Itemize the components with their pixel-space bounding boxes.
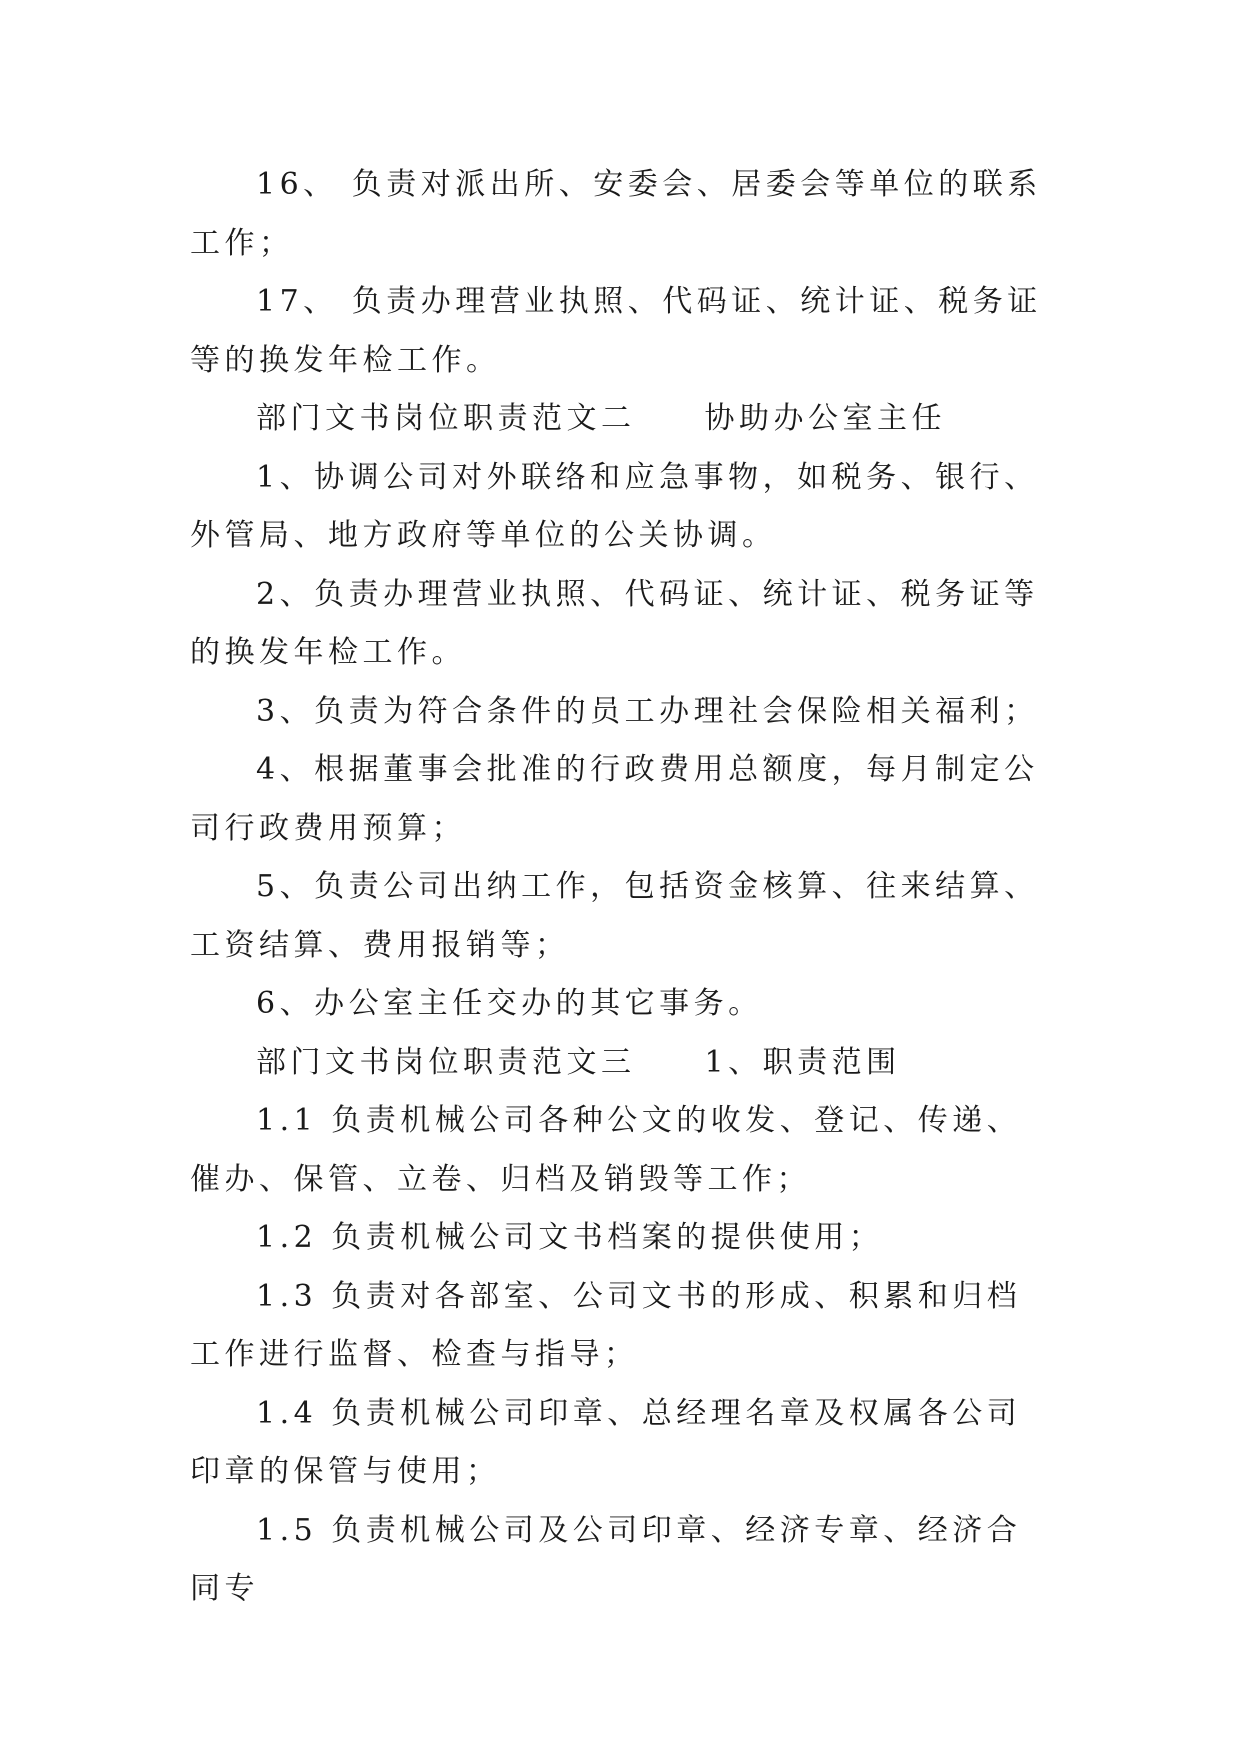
paragraph-item-3: 3、负责为符合条件的员工办理社会保险相关福利；	[256, 693, 1039, 729]
paragraph-item-5: 5、负责公司出纳工作，包括资金核算、往来结算、工资结算、费用报销等；	[190, 869, 1039, 963]
paragraph-item-1-4: 1.4 负责机械公司印章、总经理名章及权属各公司印章的保管与使用；	[190, 1395, 1022, 1489]
document-body	[190, 156, 1050, 1619]
paragraph-item-1-1: 1.1 负责机械公司各种公文的收发、登记、传递、催办、保管、立卷、归档及销毁等工作；	[190, 1103, 1022, 1197]
paragraph-item-2: 2、负责办理营业执照、代码证、统计证、税务证等的换发年检工作。	[190, 576, 1039, 670]
paragraph-17-license-renewal: 17、 负责办理营业执照、代码证、统计证、税务证等的换发年检工作。	[190, 284, 1042, 378]
section-heading-sample-two: 部门文书岗位职责范文二 协助办公室主任	[256, 401, 946, 436]
paragraph-16-liaison: 16、 负责对派出所、安委会、居委会等单位的联系工作；	[190, 167, 1042, 261]
paragraph-item-1-2: 1.2 负责机械公司文书档案的提供使用；	[256, 1220, 884, 1255]
section-heading-sample-three: 部门文书岗位职责范文三 1、职责范围	[256, 1044, 901, 1080]
paragraph-item-1: 1、协调公司对外联络和应急事物，如税务、银行、外管局、地方政府等单位的公关协调。	[190, 459, 1039, 553]
paragraph-item-1-5: 1.5 负责机械公司及公司印章、经济专章、经济合同专	[190, 1512, 1022, 1606]
paragraph-item-4: 4、根据董事会批准的行政费用总额度，每月制定公司行政费用预算；	[190, 752, 1039, 846]
paragraph-item-6: 6、办公室主任交办的其它事务。	[256, 986, 763, 1021]
paragraph-item-1-3: 1.3 负责对各部室、公司文书的形成、积累和归档工作进行监督、检查与指导；	[190, 1278, 1022, 1372]
